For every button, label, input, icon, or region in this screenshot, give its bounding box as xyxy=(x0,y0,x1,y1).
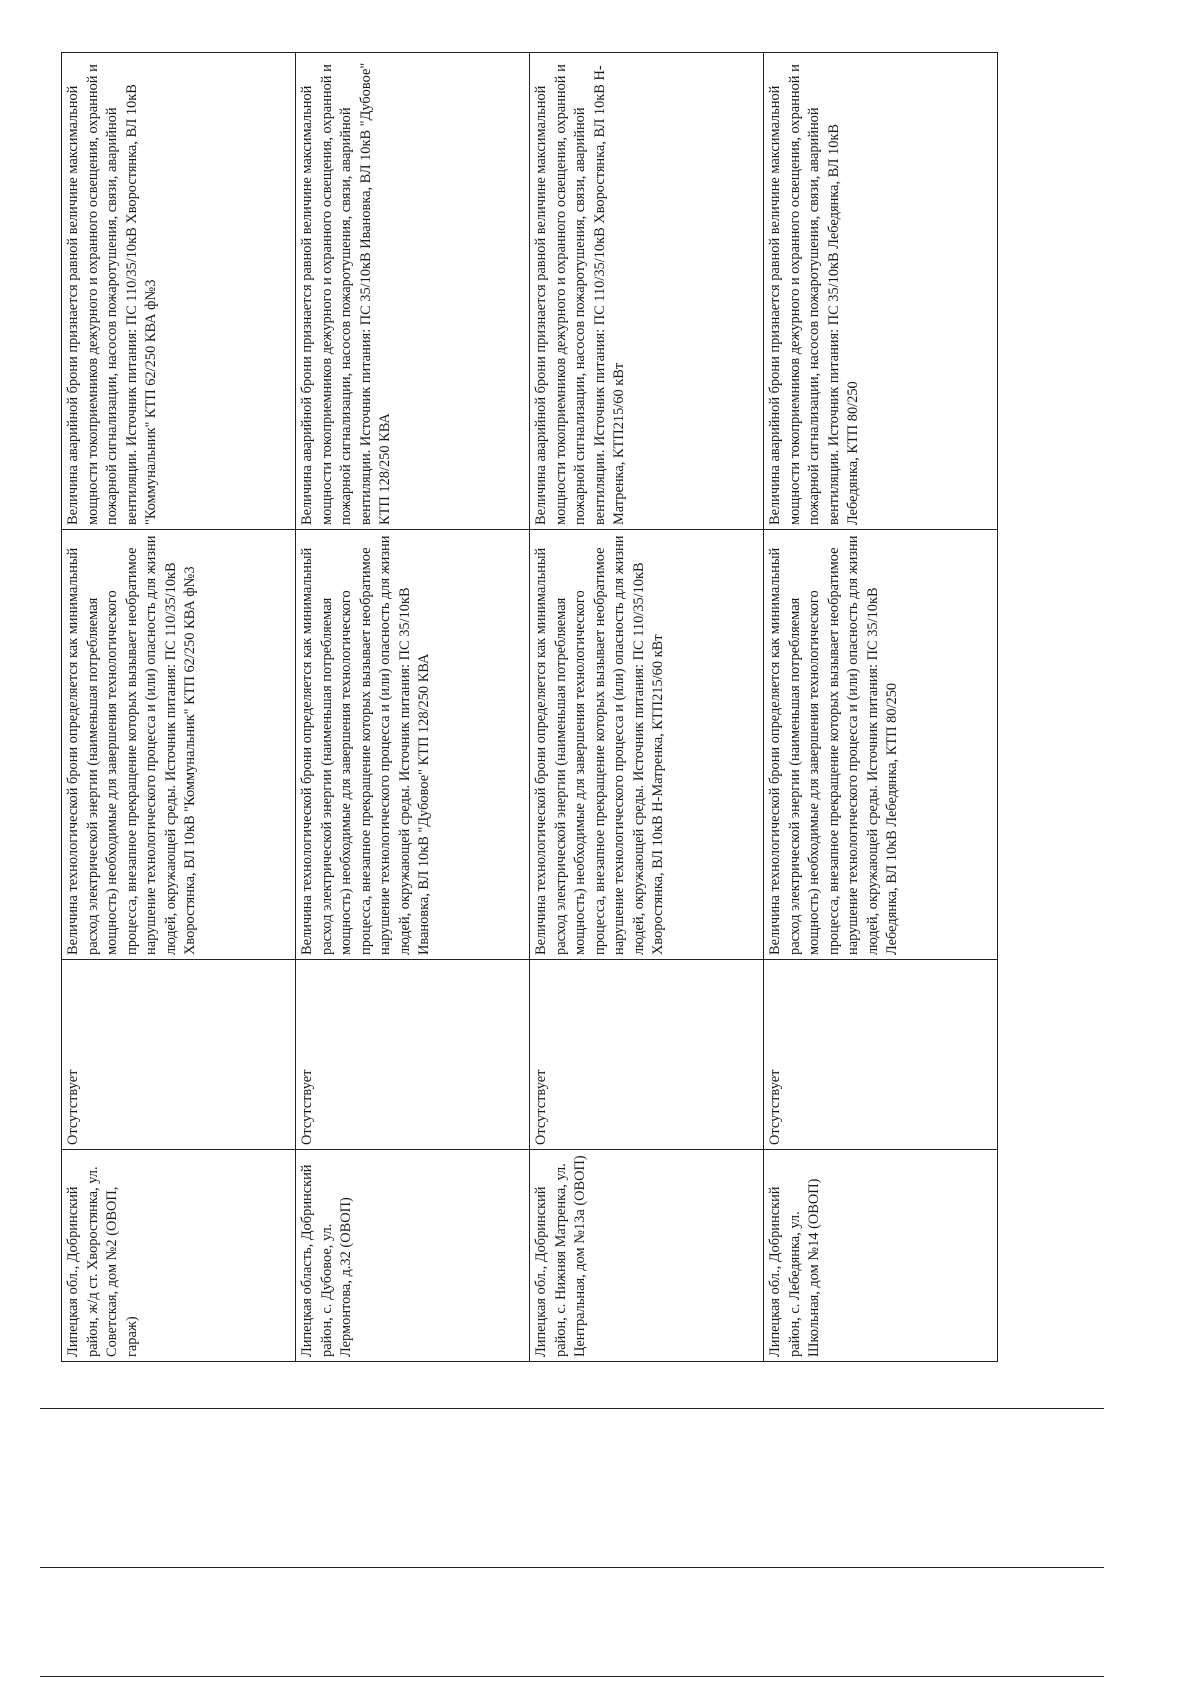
table-row xyxy=(296,53,530,1362)
address-cell: Липецкая обл., Добринский район, с. Лебедянка, ул. Школьная, дом №14 (ОВОП) xyxy=(764,1150,998,1362)
emergency-reserve-cell: Величина аварийной брони признается равной величине максимальной мощности токоприемников дежурного и охранного освещения, охранной и пожарной сигнализации, насосов пожаротушения, связи, аварийной вентиляции. Источник питания: ПС 110/35/10кВ Хворостянка, ВЛ 10кВ "Коммунальник" КТП 62/250 КВА ф№3 xyxy=(62,53,296,530)
address-cell: Липецкая обл., Добринский район, ж/д ст. Хворостянка, ул. Советская, дом №2 (ОВОП, гараж) xyxy=(62,1150,296,1362)
tech-reserve-cell: Величина технологической брони определяется как минимальный расход электрической энергии (наименьшая потребляемая мощность) необходимые для завершения технологического процесса, внезапное прекращение которых вызывает необратимое нарушение технологического процесса и (или) опасность для жизни людей, окружающей среды. Источник питания: ПС 35/10кВ Ивановка, ВЛ 10кВ "Дубовое" КТП 128/250 КВА xyxy=(296,530,530,960)
emergency-reserve-cell: Величина аварийной брони признается равной величине максимальной мощности токоприемников дежурного и охранного освещения, охранной и пожарной сигнализации, насосов пожаротушения, связи, аварийной вентиляции. Источник питания: ПС 110/35/10кВ Хворостянка, ВЛ 10кВ Н-Матренка, КТП215/60 кВт xyxy=(530,53,764,530)
blank-line-2 xyxy=(40,1567,1104,1568)
table-row xyxy=(764,53,998,1362)
status-cell: Отсутствует xyxy=(764,960,998,1150)
blank-line-1 xyxy=(40,1676,1104,1677)
table-row xyxy=(62,53,296,1362)
status-cell: Отсутствует xyxy=(530,960,764,1150)
blank-line-3 xyxy=(40,1408,1104,1409)
status-cell: Отсутствует xyxy=(296,960,530,1150)
tech-reserve-cell: Величина технологической брони определяется как минимальный расход электрической энергии (наименьшая потребляемая мощность) необходимые для завершения технологического процесса, внезапное прекращение которых вызывает необратимое нарушение технологического процесса и (или) опасность для жизни людей, окружающей среды. Источник питания: ПС 110/35/10кВ Хворостянка, ВЛ 10кВ Н-Матренка, КТП215/60 кВт xyxy=(530,530,764,960)
status-cell: Отсутствует xyxy=(62,960,296,1150)
tech-reserve-cell: Величина технологической брони определяется как минимальный расход электрической энергии (наименьшая потребляемая мощность) необходимые для завершения технологического процесса, внезапное прекращение которых вызывает необратимое нарушение технологического процесса и (или) опасность для жизни людей, окружающей среды. Источник питания: ПС 35/10кВ Лебедянка, ВЛ 10кВ Лебедянка, КТП 80/250 xyxy=(764,530,998,960)
emergency-reserve-cell: Величина аварийной брони признается равной величине максимальной мощности токоприемников дежурного и охранного освещения, охранной и пожарной сигнализации, насосов пожаротушения, связи, аварийной вентиляции. Источник питания: ПС 35/10кВ Ивановка, ВЛ 10кВ "Дубовое" КТП 128/250 КВА xyxy=(296,53,530,530)
tech-reserve-cell: Величина технологической брони определяется как минимальный расход электрической энергии (наименьшая потребляемая мощность) необходимые для завершения технологического процесса, внезапное прекращение которых вызывает необратимое нарушение технологического процесса и (или) опасность для жизни людей, окружающей среды. Источник питания: ПС 110/35/10кВ Хворостянка, ВЛ 10кВ "Коммунальник" КТП 62/250 КВА ф№3 xyxy=(62,530,296,960)
table-row xyxy=(530,53,764,1362)
emergency-reserve-cell: Величина аварийной брони признается равной величине максимальной мощности токоприемников дежурного и охранного освещения, охранной и пожарной сигнализации, насосов пожаротушения, связи, аварийной вентиляции. Источник питания: ПС 35/10кВ Лебедянка, ВЛ 10кВ Лебедянка, КТП 80/250 xyxy=(764,53,998,530)
address-cell: Липецкая область, Добринский район, с. Дубовое, ул. Лермонтова, д.32 (ОВОП) xyxy=(296,1150,530,1362)
power-reserve-table xyxy=(61,52,998,1362)
rotated-page xyxy=(40,40,1104,1677)
address-cell: Липецкая обл., Добринский район, с. Нижняя Матренка, ул. Центральная, дом №13а (ОВОП) xyxy=(530,1150,764,1362)
